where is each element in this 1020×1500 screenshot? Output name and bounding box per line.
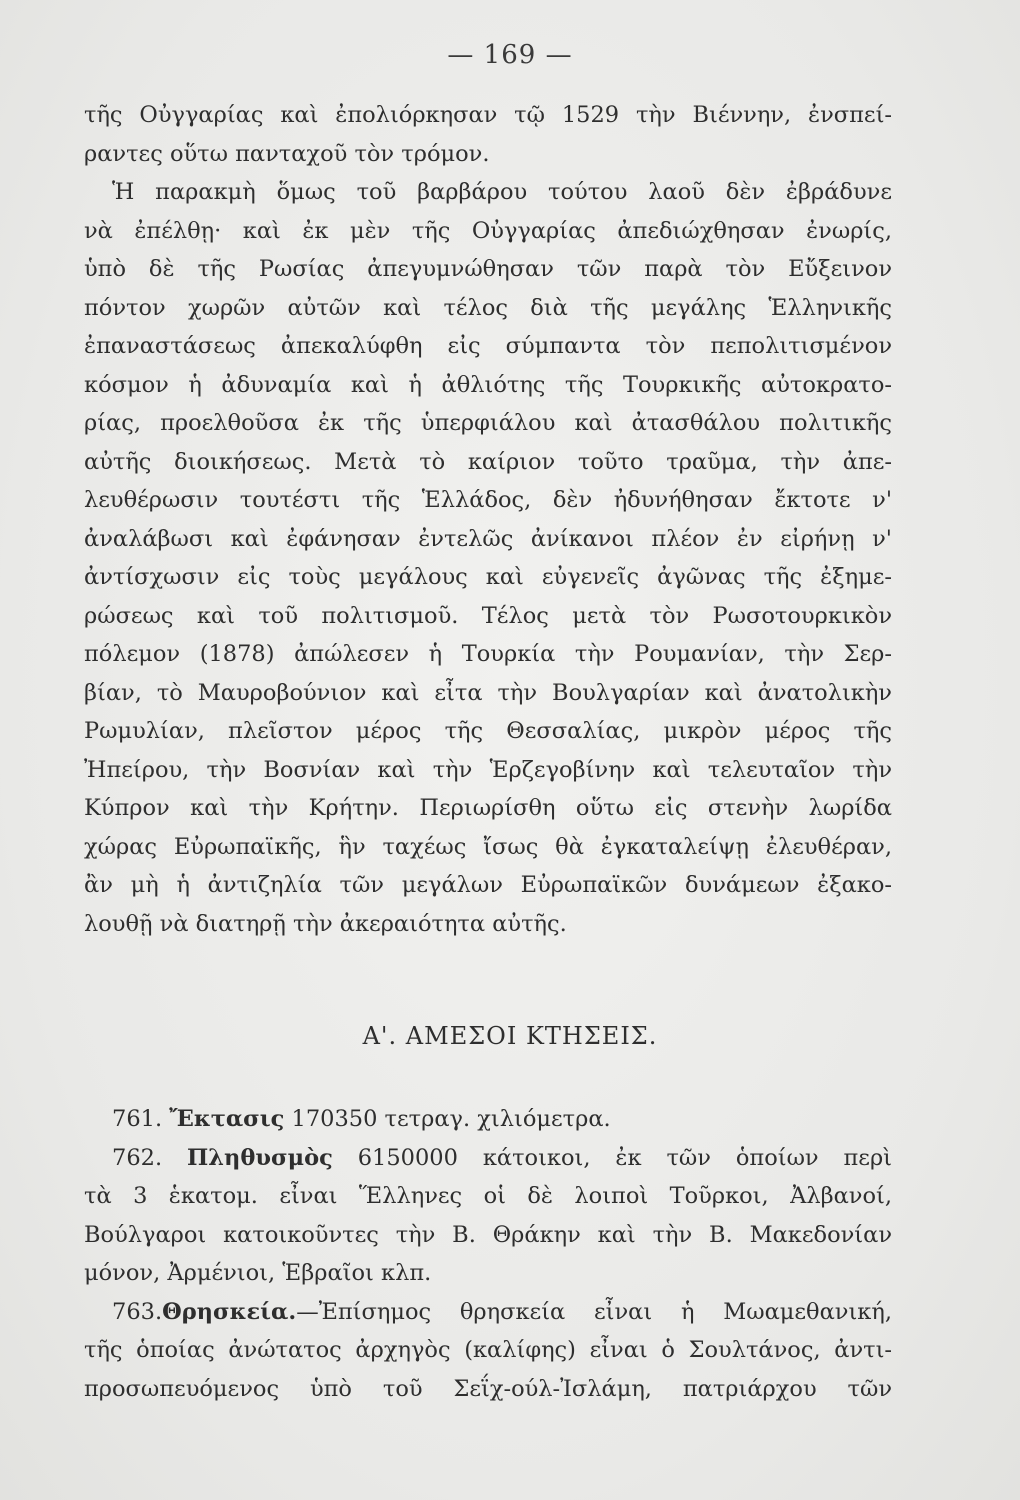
- text-line: ἀντίσχωσιν εἰς τοὺς μεγάλους καὶ εὐγενεῖς ἀγῶνας τῆς ἐξημε-: [84, 564, 892, 590]
- text-line: κόσμον ἡ ἀδυναμία καὶ ἡ ἀθλιότης τῆς Τουρκικῆς αὐτοκρατο-: [84, 371, 892, 398]
- text-line: μόνον, Ἀρμένιοι, Ἑβραῖοι κλπ.: [84, 1260, 432, 1286]
- entry-number: 763.: [112, 1298, 163, 1325]
- text-line: χώρας Εὐρωπαϊκῆς, ἣν ταχέως ἴσως θὰ ἐγκαταλείψῃ ἐλευθέραν,: [84, 833, 892, 860]
- entry-term: Θρησκεία.: [162, 1298, 297, 1325]
- entry-763: [84, 1293, 892, 1332]
- text-line: προσωπευόμενος ὑπὸ τοῦ Σεΐχ-ούλ-Ἰσλάμη, πατριάρχου τῶν: [84, 1375, 892, 1402]
- numbered-entries: [84, 1100, 892, 1408]
- entry-text: —Ἐπίσημος θρησκεία εἶναι ἡ Μωαμεθανική,: [296, 1298, 892, 1325]
- text-line: Ρωμυλίαν, πλεῖστον μέρος τῆς Θεσσαλίας, μικρὸν μέρος τῆς: [84, 718, 892, 744]
- entry-term: Πληθυσμὸς: [187, 1144, 333, 1171]
- text-line: πόλεμον (1878) ἀπώλεσεν ἡ Τουρκία τὴν Ρουμανίαν, τὴν Σερ-: [84, 641, 892, 667]
- text-line: ὑπὸ δὲ τῆς Ρωσίας ἀπεγυμνώθησαν τῶν παρὰ τὸν Εὔξεινον: [84, 256, 892, 282]
- entry-text: 6150000 κάτοικοι, ἐκ τῶν ὁποίων περὶ: [357, 1144, 892, 1171]
- body-paragraphs: [84, 96, 892, 943]
- text-line: βίαν, τὸ Μαυροβούνιον καὶ εἶτα τὴν Βουλγαρίαν καὶ ἀνατολικὴν: [84, 679, 892, 706]
- text-line: Ἡ παρακμὴ ὅμως τοῦ βαρβάρου τούτου λαοῦ δὲν ἐβράδυνε: [112, 179, 892, 205]
- text-line: πόντον χωρῶν αὐτῶν καὶ τέλος διὰ τῆς μεγάλης Ἑλληνικῆς: [84, 294, 892, 321]
- entry-term: Ἔκτασις: [169, 1106, 285, 1132]
- text-line: τῆς ὁποίας ἀνώτατος ἀρχηγὸς (καλίφης) εἶναι ὁ Σουλτάνος, ἀντι-: [84, 1337, 892, 1363]
- text-line: ρίας, προελθοῦσα ἐκ τῆς ὑπερφιάλου καὶ ἀτασθάλου πολιτικῆς: [84, 410, 892, 436]
- entry-761: [84, 1100, 892, 1139]
- text-line: τῆς Οὐγγαρίας καὶ ἐπολιόρκησαν τῷ 1529 τὴν Βιέννην, ἐνσπεί-: [84, 102, 892, 128]
- text-line: ρώσεως καὶ τοῦ πολιτισμοῦ. Τέλος μετὰ τὸν Ρωσοτουρκικὸν: [84, 602, 892, 629]
- page-number: — 169 —: [447, 40, 573, 70]
- text-line: ἐπαναστάσεως ἀπεκαλύφθη εἰς σύμπαντα τὸν πεπολιτισμένον: [84, 333, 892, 359]
- text-line: Ἠπείρου, τὴν Βοσνίαν καὶ τὴν Ἑρζεγοβίνην καὶ τελευταῖον τὴν: [84, 756, 892, 783]
- entry-762: [84, 1139, 892, 1178]
- entry-number: 762.: [112, 1144, 163, 1171]
- text-line: Κύπρον καὶ τὴν Κρήτην. Περιωρίσθη οὕτω εἰς στενὴν λωρίδα: [84, 795, 892, 821]
- text-line: λευθέρωσιν τουτέστι τῆς Ἑλλάδος, δὲν ἠδυνήθησαν ἔκτοτε ν': [84, 487, 892, 513]
- text-line: ἀναλάβωσι καὶ ἐφάνησαν ἐντελῶς ἀνίκανοι πλέον ἐν εἰρήνῃ ν': [84, 525, 892, 552]
- text-line: Βούλγαροι κατοικοῦντες τὴν Β. Θράκην καὶ τὴν Β. Μακεδονίαν: [84, 1221, 892, 1248]
- text-line: αὐτῆς διοικήσεως. Μετὰ τὸ καίριον τοῦτο τραῦμα, τὴν ἀπε-: [84, 448, 892, 475]
- entry-number: 761.: [112, 1106, 163, 1132]
- text-line: νὰ ἐπέλθῃ· καὶ ἐκ μὲν τῆς Οὐγγαρίας ἀπεδιώχθησαν ἐνωρίς,: [84, 217, 892, 244]
- text-line: ραντες οὕτω πανταχοῦ τὸν τρόμον.: [84, 140, 490, 167]
- text-line: τὰ 3 ἑκατομ. εἶναι Ἕλληνες οἱ δὲ λοιποὶ Τοῦρκοι, Ἀλβανοί,: [84, 1183, 892, 1209]
- text-line: λουθῇ νὰ διατηρῇ τὴν ἀκεραιότητα αὐτῆς.: [84, 910, 567, 937]
- entry-text: 170350 τετραγ. χιλιόμετρα.: [291, 1106, 611, 1132]
- text-line: ἂν μὴ ἡ ἀντιζηλία τῶν μεγάλων Εὐρωπαϊκῶν δυνάμεων ἐξακο-: [84, 872, 892, 898]
- section-heading: Α'. ΑΜΕΣΟΙ ΚΤΗΣΕΙΣ.: [362, 1022, 658, 1050]
